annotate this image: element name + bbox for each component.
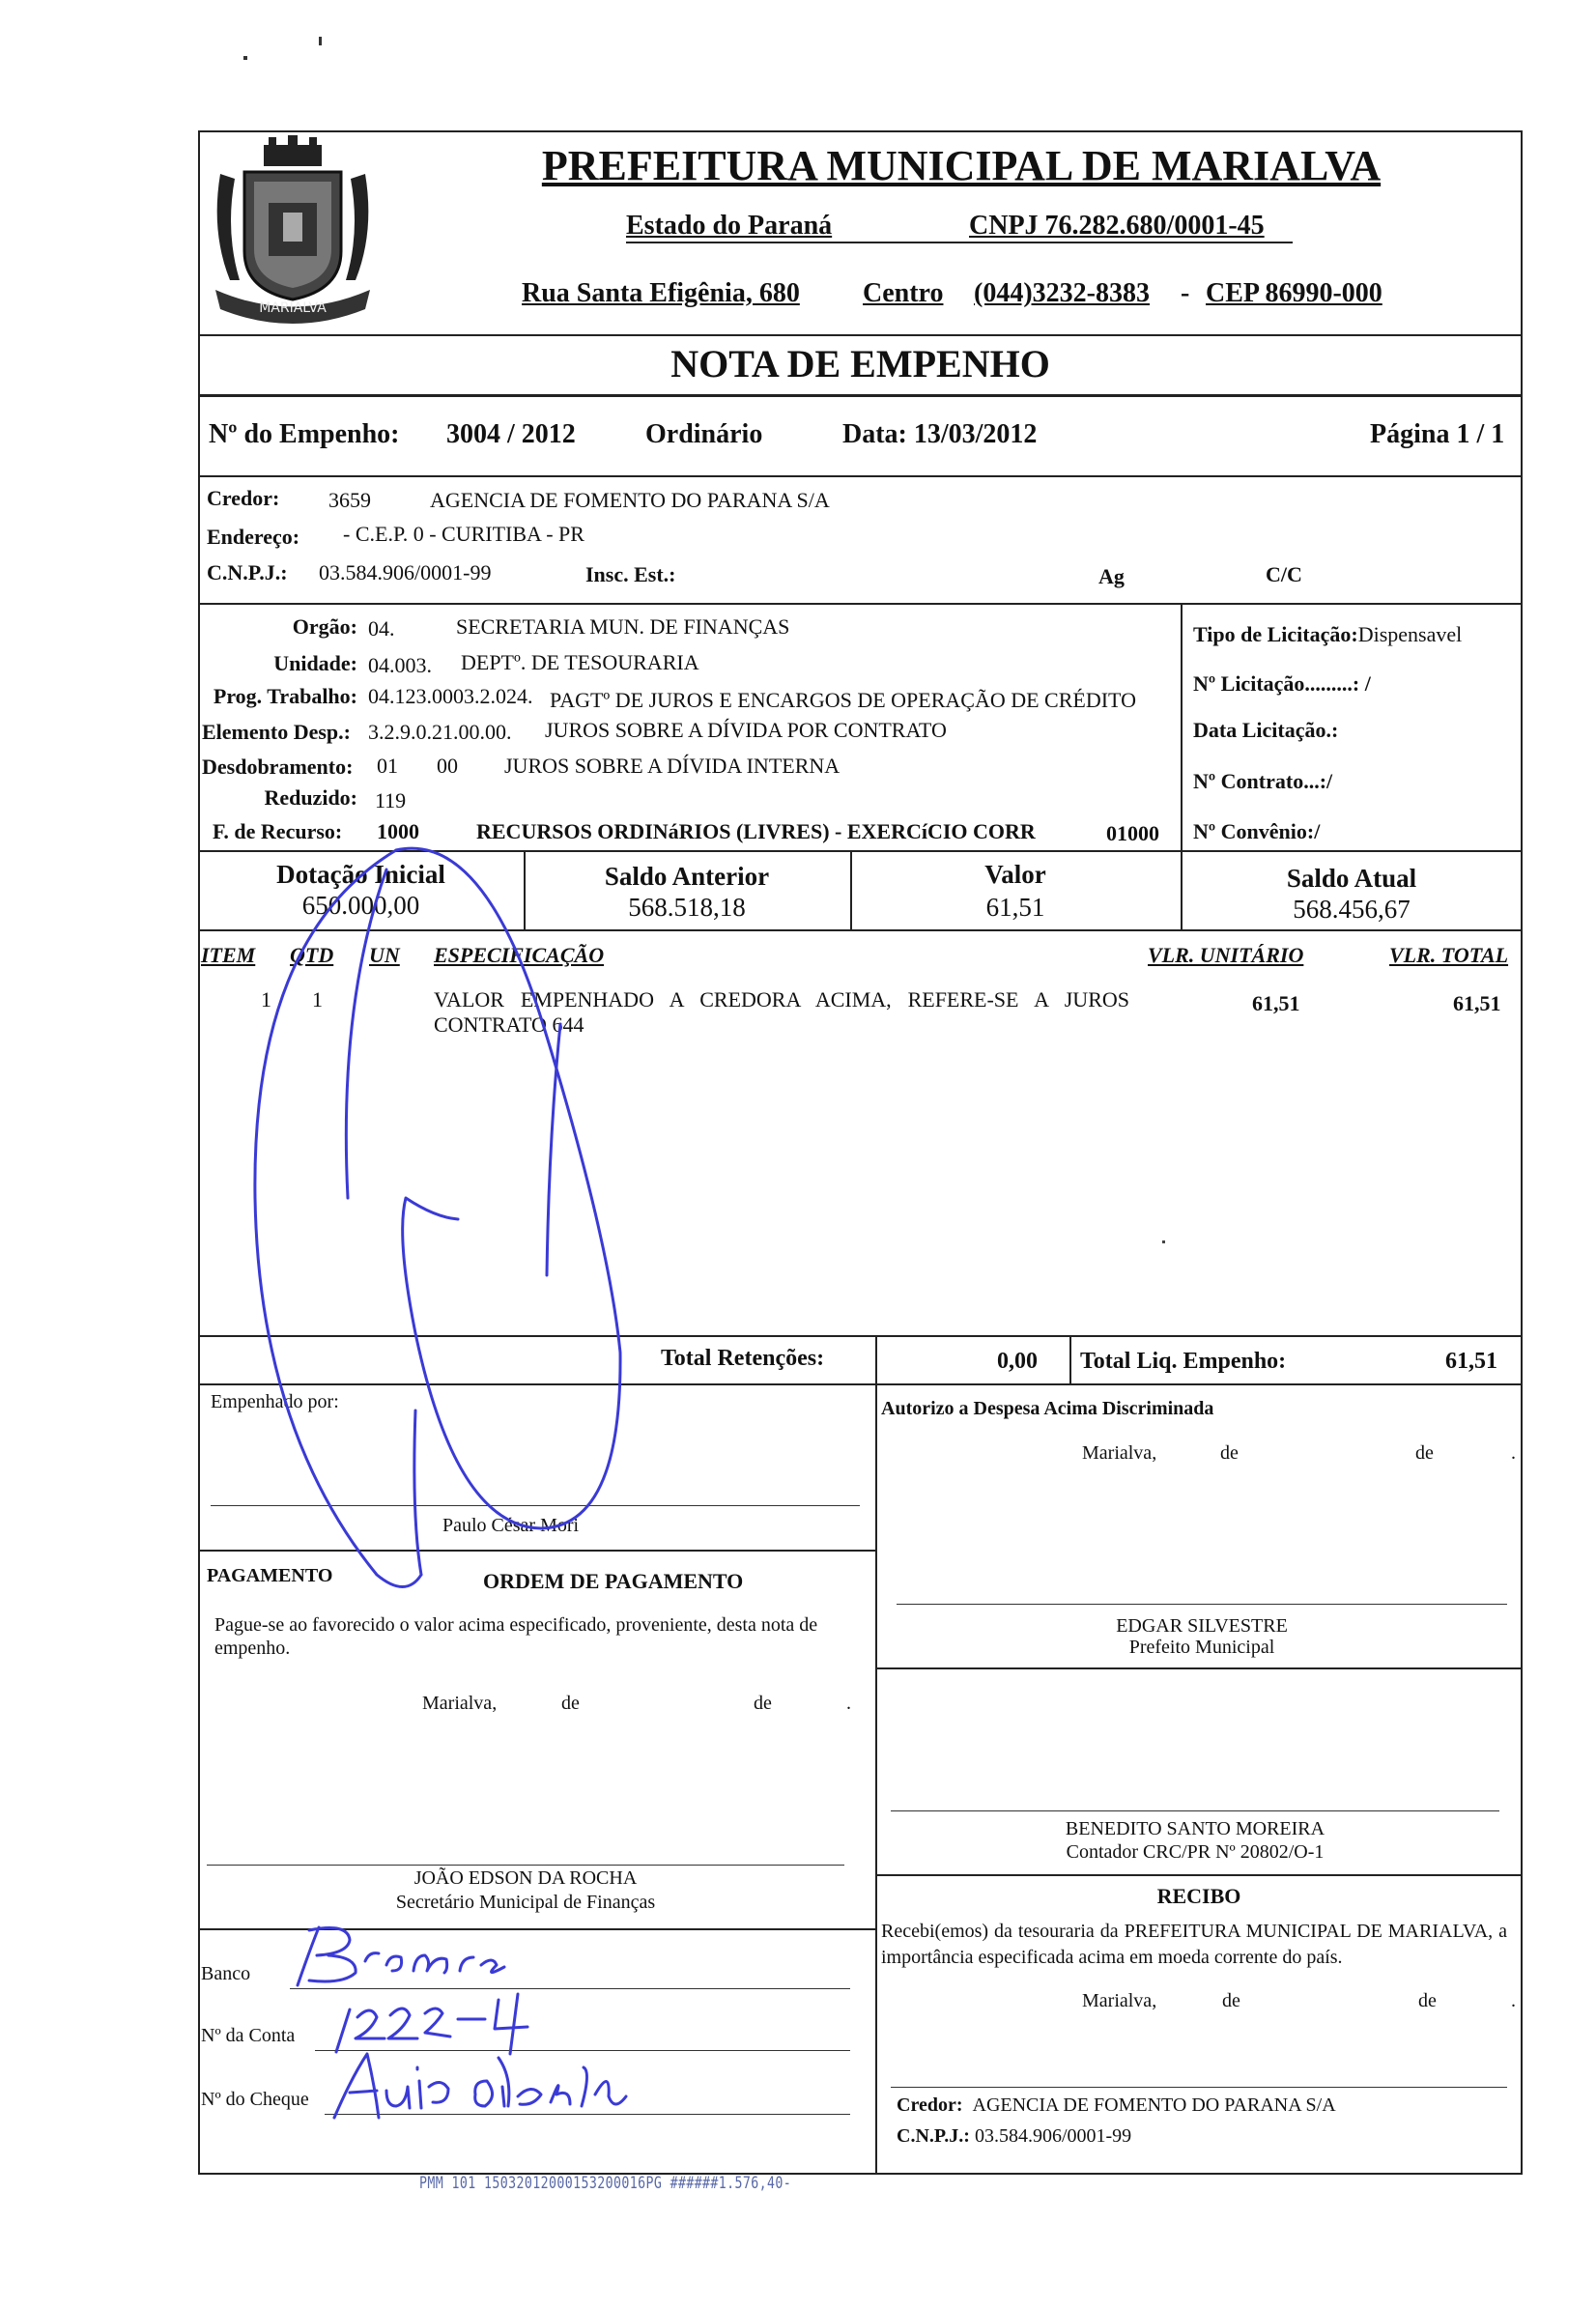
banco-label: Banco [201, 1963, 251, 1984]
lower-vdivider [875, 1383, 877, 2175]
footer-code: PMM 101 15032012000153200016PG ######1.576,40- [419, 2174, 792, 2193]
desdob-name: JUROS SOBRE A DÍVIDA INTERNA [504, 754, 841, 778]
pagamento-role: Secretário Municipal de Finanças [395, 1892, 656, 1913]
recibo-credor [897, 2094, 1336, 2117]
empenho-label: Nº do Empenho: [209, 419, 400, 449]
recurso-code2: 01000 [1106, 821, 1159, 845]
pagamento-label: PAGAMENTO [207, 1565, 333, 1586]
cheque-label: Nº do Cheque [201, 2089, 309, 2110]
saldo-atual-value: 568.456,67 [1293, 895, 1411, 924]
header-cep: CEP 86990-000 [1206, 278, 1382, 308]
handwriting-banco [290, 1923, 580, 1990]
empenho-divider [198, 475, 1523, 477]
elemento-label: Elemento Desp.: [202, 720, 351, 744]
credor-name: AGENCIA DE FOMENTO DO PARANA S/A [430, 488, 830, 512]
pagamento-sign-line [207, 1865, 844, 1866]
autorizo-label: Autorizo a Despesa Acima Discriminada [881, 1398, 1214, 1419]
reduzido-label: Reduzido: [264, 785, 357, 810]
credor-cnpj: 03.584.906/0001-99 [319, 560, 492, 584]
credor-address-label: Endereço: [207, 525, 300, 549]
credor-address: - C.E.P. 0 - CURITIBA - PR [343, 522, 584, 546]
recibo-place: Marialva, [1082, 1990, 1157, 2011]
pagamento-title: ORDEM DE PAGAMENTO [483, 1569, 744, 1593]
licitacao-data: Data Licitação.: [1193, 718, 1339, 742]
budget-vdivider [1181, 603, 1183, 852]
autorizo-dot: . [1511, 1442, 1516, 1464]
autorizo-sign-line [897, 1604, 1507, 1605]
header-dash: - [1181, 278, 1190, 308]
col-un: UN [369, 943, 400, 967]
unidade-code: 04.003. [368, 653, 432, 677]
empenhado-name: Paulo César Mori [442, 1515, 580, 1536]
pagamento-text: Pague-se ao favorecido o valor acima especificado, proveniente, desta nota de empenho. [214, 1614, 818, 1659]
liq-label: Total Liq. Empenho: [1080, 1349, 1287, 1374]
elemento-name: JUROS SOBRE A DÍVIDA POR CONTRATO [545, 718, 947, 742]
retencoes-label: Total Retenções: [661, 1346, 825, 1371]
contador-sign-line [891, 1810, 1499, 1811]
prog-code: 04.123.0003.2.024. [368, 684, 533, 708]
crest-logo [201, 135, 385, 328]
pagamento-de2: de [754, 1693, 772, 1714]
saldo-anterior-value: 568.518,18 [628, 893, 746, 922]
recibo-text: Recebi(emos) da tesouraria da PREFEITURA MUNICIPAL DE MARIALVA, a importância especificada acima em moeda corrente do país. [881, 1921, 1507, 1968]
autorizo-de1: de [1220, 1442, 1239, 1464]
licitacao-num: Nº Licitação.........: / [1193, 671, 1371, 696]
scan-speck [243, 56, 247, 60]
autorizo-place: Marialva, [1082, 1442, 1157, 1464]
recibo-cnpj [897, 2125, 1131, 2148]
item-desc-line2: CONTRATO 644 [434, 1012, 584, 1037]
pagamento-name: JOÃO EDSON DA ROCHA [413, 1867, 638, 1889]
licitacao-convenio: Nº Convênio:/ [1193, 819, 1321, 843]
credor-label: Credor: [207, 486, 280, 510]
elemento-code: 3.2.9.0.21.00.00. [368, 720, 512, 744]
header-divider [198, 334, 1523, 336]
saldo-anterior-label: Saldo Anterior [604, 862, 770, 891]
recibo-sign-line [891, 2087, 1507, 2088]
totals-vline-2 [1069, 1335, 1071, 1383]
header-state-underline [626, 242, 1293, 243]
col-espec: ESPECIFICAÇÃO [434, 943, 605, 967]
recibo-de2: de [1418, 1990, 1437, 2011]
recibo-credor-value: AGENCIA DE FOMENTO DO PARANA S/A [972, 2094, 1336, 2116]
licitacao-tipo-label: Tipo de Licitação: [1193, 622, 1358, 646]
cc-label: C/C [1266, 562, 1302, 586]
col-vlr-unit: VLR. UNITÁRIO [1148, 943, 1304, 967]
col-vlr-total: VLR. TOTAL [1389, 943, 1509, 967]
item-qtd: 1 [312, 987, 323, 1012]
handwriting-cheque [328, 2048, 657, 2125]
desdob-a: 01 [377, 754, 398, 778]
recibo-credor-label: Credor: [897, 2094, 963, 2116]
contador-divider [875, 1874, 1523, 1876]
desdob-b: 00 [437, 754, 458, 778]
doc-title: NOTA DE EMPENHO [670, 342, 1050, 385]
reduzido-value: 119 [375, 788, 407, 812]
header-phone: (044)3232-8383 [974, 278, 1150, 308]
recurso-name: RECURSOS ORDINáRIOS (LIVRES) - EXERCíCIO CORR [476, 819, 1036, 843]
credor-cnpj-label: C.N.P.J.: [207, 560, 288, 584]
credor-code: 3659 [328, 488, 371, 512]
liq-value: 61,51 [1445, 1349, 1497, 1374]
valor-label: Valor [984, 860, 1046, 889]
autorizo-divider [875, 1667, 1523, 1669]
empenhado-label: Empenhado por: [211, 1391, 339, 1412]
autorizo-name: EDGAR SILVESTRE [1116, 1615, 1288, 1637]
orgao-name: SECRETARIA MUN. DE FINANÇAS [456, 614, 790, 639]
dotacao-label: Dotação Inicial [276, 860, 445, 889]
scan-speck [319, 37, 322, 45]
col-qtd: QTD [290, 943, 334, 967]
contador-role: Contador CRC/PR Nº 20802/O-1 [1066, 1841, 1325, 1863]
header-address: Rua Santa Efigênia, 680 [522, 278, 800, 308]
scan-speck [1162, 1240, 1165, 1243]
desdob-label: Desdobramento: [202, 755, 354, 779]
licitacao-contrato: Nº Contrato...:/ [1193, 769, 1333, 793]
pagamento-de1: de [561, 1693, 580, 1714]
retencoes-value: 0,00 [997, 1349, 1038, 1374]
pagamento-dot: . [846, 1693, 851, 1714]
credor-divider [198, 603, 1523, 605]
recibo-cnpj-label: C.N.P.J.: [897, 2125, 970, 2147]
unidade-label: Unidade: [273, 651, 357, 675]
saldo-atual-label: Saldo Atual [1286, 864, 1417, 893]
empenho-page: Página 1 / 1 [1370, 419, 1505, 449]
unidade-name: DEPTº. DE TESOURARIA [461, 650, 699, 674]
title-divider [198, 394, 1523, 397]
licitacao-tipo-value: Dispensavel [1357, 622, 1463, 646]
empenho-number: 3004 / 2012 [446, 419, 576, 449]
header-title: PREFEITURA MUNICIPAL DE MARIALVA [541, 142, 1382, 189]
valor-value: 61,51 [985, 893, 1045, 922]
recibo-cnpj-value: 03.584.906/0001-99 [974, 2125, 1132, 2147]
licitacao-tipo [1193, 622, 1462, 647]
prog-name: PAGTº DE JUROS E ENCARGOS DE OPERAÇÃO DE CRÉDITO [550, 688, 1136, 712]
orgao-label: Orgão: [292, 614, 357, 639]
totals-vline-1 [875, 1335, 877, 1383]
recurso-code: 1000 [377, 819, 419, 843]
header-center: Centro [863, 278, 944, 308]
prog-label: Prog. Trabalho: [213, 684, 357, 708]
autorizo-role: Prefeito Municipal [1128, 1637, 1275, 1658]
autorizo-de2: de [1415, 1442, 1434, 1464]
signature-mark [232, 831, 657, 1604]
recibo-de1: de [1222, 1990, 1240, 2011]
insc-est-label: Insc. Est.: [585, 562, 676, 586]
col-item: ITEM [201, 943, 256, 967]
conta-label: Nº da Conta [201, 2025, 296, 2046]
recibo-title: RECIBO [1156, 1884, 1241, 1908]
recurso-label: F. de Recurso: [213, 819, 343, 843]
dotacao-value: 650.000,00 [301, 891, 420, 920]
header-cnpj: CNPJ 76.282.680/0001-45 [969, 211, 1265, 241]
empenho-type: Ordinário [645, 419, 763, 449]
header-state: Estado do Paraná [626, 211, 833, 241]
item-vlr-unit: 61,51 [1252, 991, 1300, 1015]
pagamento-place: Marialva, [422, 1693, 498, 1714]
ag-label: Ag [1098, 564, 1125, 588]
item-vlr-total: 61,51 [1453, 991, 1501, 1015]
contador-name: BENEDITO SANTO MOREIRA [1065, 1818, 1325, 1839]
recibo-dot: . [1511, 1990, 1516, 2011]
item-desc-line1: VALOR EMPENHADO A CREDORA ACIMA, REFERE-SE A JUROS [434, 987, 1129, 1012]
empenho-date: Data: 13/03/2012 [842, 419, 1038, 449]
crest-banner-text: MARIALVA [259, 300, 327, 316]
orgao-code: 04. [368, 616, 395, 641]
item-number: 1 [261, 987, 271, 1012]
